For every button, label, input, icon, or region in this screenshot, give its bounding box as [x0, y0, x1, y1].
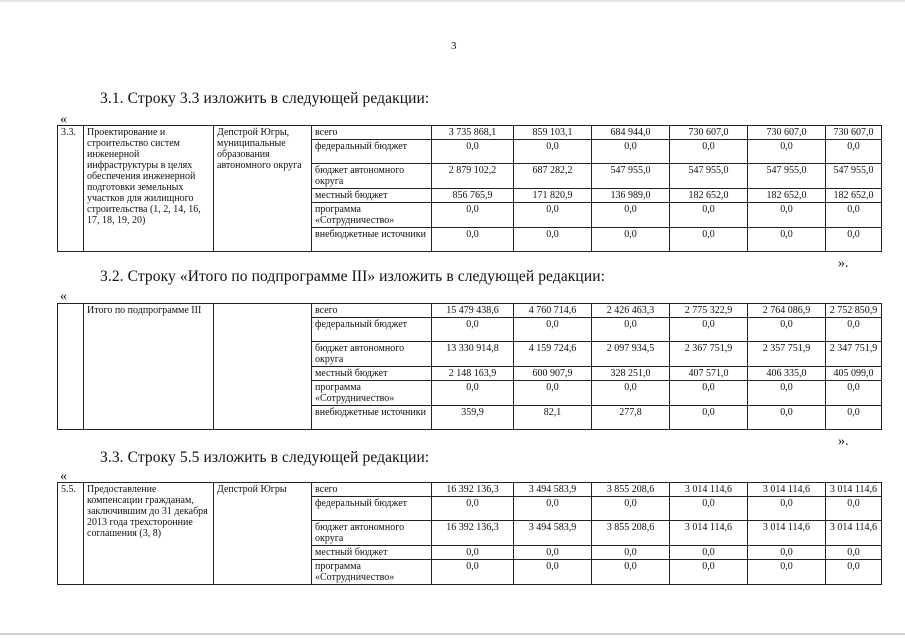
budget-value: 3 855 208,6 [592, 521, 670, 546]
budget-value: 0,0 [514, 381, 592, 406]
budget-value: 0,0 [826, 140, 882, 164]
budget-value: 859 103,1 [514, 126, 592, 140]
budget-value: 0,0 [670, 381, 748, 406]
budget-value: 687 282,2 [514, 164, 592, 189]
budget-table-3-3 [57, 482, 882, 585]
funding-source: местный бюджет [312, 546, 432, 560]
budget-value: 0,0 [748, 318, 826, 342]
budget-value: 3 014 114,6 [670, 483, 748, 497]
budget-value: 2 752 850,9 [826, 304, 882, 318]
budget-value: 0,0 [514, 560, 592, 585]
funding-source: программа «Сотрудничество» [312, 560, 432, 585]
budget-value: 136 989,0 [592, 189, 670, 203]
budget-value: 730 607,0 [748, 126, 826, 140]
funding-source: местный бюджет [312, 367, 432, 381]
budget-value: 3 014 114,6 [748, 521, 826, 546]
budget-value: 0,0 [592, 228, 670, 252]
budget-value: 277,8 [592, 406, 670, 430]
funding-source: федеральный бюджет [312, 497, 432, 521]
budget-value: 0,0 [670, 560, 748, 585]
budget-value: 3 014 114,6 [670, 521, 748, 546]
budget-value: 182 652,0 [748, 189, 826, 203]
budget-value: 0,0 [514, 497, 592, 521]
budget-value: 0,0 [432, 318, 514, 342]
budget-value: 0,0 [592, 140, 670, 164]
budget-value: 405 099,0 [826, 367, 882, 381]
budget-value: 856 765,9 [432, 189, 514, 203]
budget-value: 0,0 [670, 546, 748, 560]
budget-value: 171 820,9 [514, 189, 592, 203]
budget-value: 0,0 [826, 381, 882, 406]
budget-value: 547 955,0 [592, 164, 670, 189]
funding-source: федеральный бюджет [312, 318, 432, 342]
row-number: 3.3. [58, 126, 84, 252]
budget-value: 2 367 751,9 [670, 342, 748, 367]
budget-value: 684 944,0 [592, 126, 670, 140]
budget-value: 0,0 [748, 228, 826, 252]
budget-row [58, 304, 882, 318]
budget-value: 2 426 463,3 [592, 304, 670, 318]
budget-value: 13 330 914,8 [432, 342, 514, 367]
funding-source: внебюджетные источники [312, 406, 432, 430]
budget-value: 0,0 [748, 381, 826, 406]
budget-value: 0,0 [514, 546, 592, 560]
budget-table-3-2 [57, 303, 882, 430]
funding-source: всего [312, 304, 432, 318]
section-heading-3-3: 3.3. Строку 5.5 изложить в следующей редакции: [100, 449, 430, 466]
budget-value: 3 014 114,6 [826, 521, 882, 546]
page-number: 3 [451, 40, 457, 52]
open-quote-3-3: « [60, 469, 67, 484]
budget-value: 2 097 934,5 [592, 342, 670, 367]
budget-value: 730 607,0 [670, 126, 748, 140]
budget-value: 0,0 [670, 228, 748, 252]
funding-source: местный бюджет [312, 189, 432, 203]
budget-value: 328 251,0 [592, 367, 670, 381]
budget-value: 0,0 [748, 497, 826, 521]
funding-source: программа «Сотрудничество» [312, 203, 432, 228]
budget-value: 0,0 [514, 318, 592, 342]
budget-value: 0,0 [670, 318, 748, 342]
budget-value: 0,0 [826, 560, 882, 585]
budget-value: 3 014 114,6 [748, 483, 826, 497]
budget-value: 0,0 [432, 140, 514, 164]
budget-value: 0,0 [592, 318, 670, 342]
budget-value: 0,0 [748, 560, 826, 585]
funding-source: внебюджетные источники [312, 228, 432, 252]
budget-value: 0,0 [432, 228, 514, 252]
budget-value: 0,0 [514, 228, 592, 252]
section-heading-3-2: 3.2. Строку «Итого по подпрограмме III» изложить в следующей редакции: [100, 268, 606, 285]
funding-source: всего [312, 483, 432, 497]
funding-source: всего [312, 126, 432, 140]
budget-value: 2 775 322,9 [670, 304, 748, 318]
funding-source: программа «Сотрудничество» [312, 381, 432, 406]
budget-value: 0,0 [592, 203, 670, 228]
executor: Депстрой Югры, муниципальные образования автономного округа [214, 126, 312, 252]
scan-edge-top [0, 0, 905, 3]
budget-value: 0,0 [592, 546, 670, 560]
budget-value: 3 735 868,1 [432, 126, 514, 140]
budget-value: 359,9 [432, 406, 514, 430]
funding-source: бюджет автономного округа [312, 521, 432, 546]
budget-value: 0,0 [432, 203, 514, 228]
budget-value: 4 159 724,6 [514, 342, 592, 367]
close-quote-3-1: ». [838, 256, 849, 271]
scan-edge-bottom [0, 633, 905, 635]
funding-source: бюджет автономного округа [312, 342, 432, 367]
budget-value: 0,0 [592, 560, 670, 585]
program-name: Предоставление компенсации гражданам, заключившим до 31 декабря 2013 года трехсторонние соглашения (3, 8) [84, 483, 214, 585]
budget-value: 0,0 [748, 140, 826, 164]
budget-value: 0,0 [592, 497, 670, 521]
budget-value: 0,0 [826, 497, 882, 521]
budget-value: 547 955,0 [670, 164, 748, 189]
budget-value: 600 907,9 [514, 367, 592, 381]
budget-value: 3 494 583,9 [514, 521, 592, 546]
budget-value: 3 014 114,6 [826, 483, 882, 497]
budget-value: 16 392 136,3 [432, 521, 514, 546]
budget-value: 2 347 751,9 [826, 342, 882, 367]
budget-value: 15 479 438,6 [432, 304, 514, 318]
budget-value: 3 855 208,6 [592, 483, 670, 497]
budget-value: 547 955,0 [748, 164, 826, 189]
budget-value: 0,0 [514, 203, 592, 228]
budget-value: 0,0 [670, 140, 748, 164]
budget-value: 0,0 [748, 203, 826, 228]
budget-value: 2 357 751,9 [748, 342, 826, 367]
open-quote-3-1: « [60, 112, 67, 127]
budget-value: 0,0 [826, 546, 882, 560]
close-quote-3-2: ». [838, 434, 849, 449]
budget-value: 0,0 [432, 546, 514, 560]
budget-value: 0,0 [748, 546, 826, 560]
section-heading-3-1: 3.1. Строку 3.3 изложить в следующей редакции: [100, 90, 430, 107]
budget-value: 0,0 [826, 406, 882, 430]
budget-table-3-1 [57, 125, 882, 252]
budget-value: 0,0 [592, 381, 670, 406]
budget-value: 0,0 [748, 406, 826, 430]
funding-source: федеральный бюджет [312, 140, 432, 164]
budget-value: 0,0 [670, 203, 748, 228]
budget-value: 0,0 [432, 560, 514, 585]
budget-value: 0,0 [432, 381, 514, 406]
funding-source: бюджет автономного округа [312, 164, 432, 189]
executor: Депстрой Югры [214, 483, 312, 585]
budget-value: 407 571,0 [670, 367, 748, 381]
budget-value: 547 955,0 [826, 164, 882, 189]
budget-value: 16 392 136,3 [432, 483, 514, 497]
budget-value: 730 607,0 [826, 126, 882, 140]
budget-value: 3 494 583,9 [514, 483, 592, 497]
program-name: Проектирование и строительство систем инженерной инфраструктуры в целях обеспечения инженерной подготовки земельных участков для жилищного строительства (1, 2, 14, 16, 17, 18, 19, 20) [84, 126, 214, 252]
budget-row [58, 483, 882, 497]
budget-value: 4 760 714,6 [514, 304, 592, 318]
budget-row [58, 126, 882, 140]
budget-value: 182 652,0 [826, 189, 882, 203]
program-name: Итого по подпрограмме III [84, 304, 214, 430]
executor [214, 304, 312, 430]
budget-value: 406 335,0 [748, 367, 826, 381]
budget-value: 82,1 [514, 406, 592, 430]
budget-value: 0,0 [826, 228, 882, 252]
budget-value: 2 148 163,9 [432, 367, 514, 381]
budget-value: 0,0 [514, 140, 592, 164]
row-number [58, 304, 84, 430]
budget-value: 0,0 [826, 203, 882, 228]
open-quote-3-2: « [60, 289, 67, 304]
budget-value: 0,0 [826, 318, 882, 342]
budget-value: 182 652,0 [670, 189, 748, 203]
budget-value: 0,0 [670, 497, 748, 521]
budget-value: 0,0 [432, 497, 514, 521]
row-number: 5.5. [58, 483, 84, 585]
budget-value: 0,0 [670, 406, 748, 430]
budget-value: 2 879 102,2 [432, 164, 514, 189]
budget-value: 2 764 086,9 [748, 304, 826, 318]
